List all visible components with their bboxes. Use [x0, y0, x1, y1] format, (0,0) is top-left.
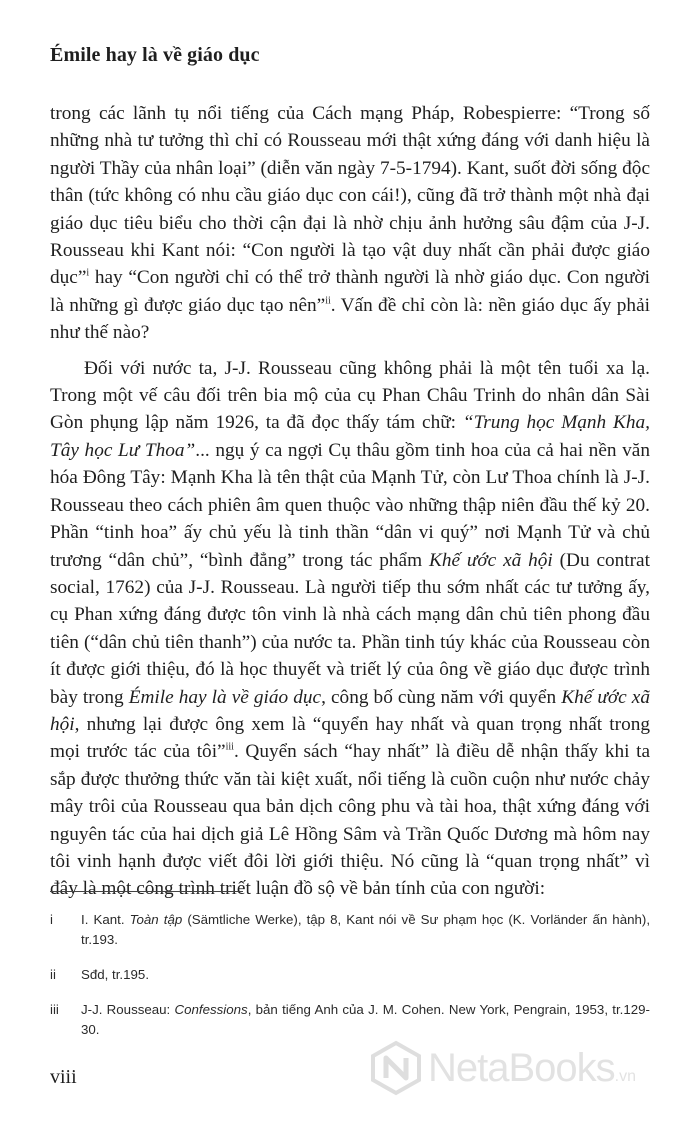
footnote-ref-iii[interactable]: iii [225, 741, 234, 753]
footnote-ref-i[interactable]: i [86, 268, 90, 280]
running-header: Émile hay là về giáo dục [50, 44, 260, 66]
footnotes [50, 910, 650, 1055]
footnote-iii: iii J-J. Rousseau: Confessions, bản tiếng Anh của J. M. Cohen. New York, Pengrain, 1953, tr.129-30. [50, 1000, 650, 1040]
footnote-ref-ii[interactable]: ii [325, 295, 331, 307]
paragraph-1: trong các lãnh tụ nổi tiếng của Cách mạng Pháp, Robespierre: “Trong số những nhà tư tưởng thì chỉ có Rousseau mới thật xứng đáng với danh hiệu là người Thầy của nhân loại” (diễn văn ngày 7-5-1794). Kant, suốt đời sống độc thân (tức không có nhu cầu giáo dục con cái!), cũng đã trở thành một nhà đại giáo dục tiêu biểu cho thời cận đại là nhờ chịu ảnh hưởng sâu đậm của J-J. Rousseau khi Kant nói: “Con người là tạo vật duy nhất cần phải được giáo dục”$^i$ hay “Con người chỉ có thể trở thành người là nhờ giáo dục. Con người là những gì được giáo dục tạo nên”$^{ii}$. Vấn đề chỉ còn là: nền giáo dục ấy phải như thế nào? [50, 103, 650, 344]
footnote-divider [50, 891, 243, 892]
main-text [50, 100, 650, 911]
paragraph-2: Đối với nước ta, J-J. Rousseau cũng không phải là một tên tuổi xa lạ. Trong một vế câu đối trên bia mộ của cụ Phan Châu Trinh do nhân dân Sài Gòn phụng lập năm 1926, ta đã đọc thấy tám chữ: “Trung học Mạnh Kha, Tây học Lư Thoa”... ngụ ý ca ngợi Cụ thâu gồm tinh hoa của cả hai nền văn hóa Đông Tây: Mạnh Kha là tên thật của Mạnh Tử, còn Lư Thoa chính là J-J. Rousseau theo cách phiên âm quen thuộc vào những thập niên đầu thế kỷ 20. Phần “tinh hoa” ấy chủ yếu là tinh thần “dân vi quý” nơi Mạnh Tử và chủ trương “dân chủ”, “bình đẳng” trong tác phẩm Khế ước xã hội (Du contrat social, 1762) của J-J. Rousseau. Là người tiếp thu sớm nhất các tư tưởng ấy, cụ Phan xứng đáng được tôn vinh là nhà cách mạng dân chủ tiên phong đầu tiên (“dân chủ tiên thanh”) của nước ta. Phần tinh túy khác của Rousseau còn ít được giới thiệu, đó là học thuyết và triết lý của ông về giáo dục được trình bày trong Émile hay là về giáo dục, công bố cùng năm với quyển Khế ước xã hội, nhưng lại được ông xem là “quyển hay nhất và quan trọng nhất trong mọi trước tác của tôi”$^{iii}$. Quyển sách “hay nhất” là điều dễ nhận thấy khi ta sắp được thưởng thức văn tài kiệt xuất, nổi tiếng là cuồn cuộn như nước chảy mây trôi của Rousseau qua bản dịch công phu và tài hoa, thật xứng đáng với nguyên tác của hai dịch giả Lê Hồng Sâm và Trần Quốc Dương mà hôm nay tôi vinh hạnh được viết đôi lời giới thiệu. Nó cũng là “quan trọng nhất” vì đây là một công trình triết luận đồ sộ về bản tính của con người: [50, 357, 651, 900]
footnote-mark: i [50, 912, 53, 927]
footnote-i: i I. Kant. Toàn tập (Sämtliche Werke), tập 8, Kant nói về Sư phạm học (K. Vorländer ấn hành), tr.193. [50, 910, 650, 950]
footnote-mark: ii [50, 967, 56, 982]
footnote-mark: iii [50, 1002, 59, 1017]
watermark-brand: NetaBooks [428, 1045, 615, 1090]
page-number: viii [50, 1066, 77, 1088]
footnote-ii: ii Sđd, tr.195. [50, 965, 650, 985]
watermark-suffix: .vn [614, 1067, 637, 1085]
netabooks-logo-icon [368, 1040, 424, 1096]
watermark [368, 1036, 688, 1100]
